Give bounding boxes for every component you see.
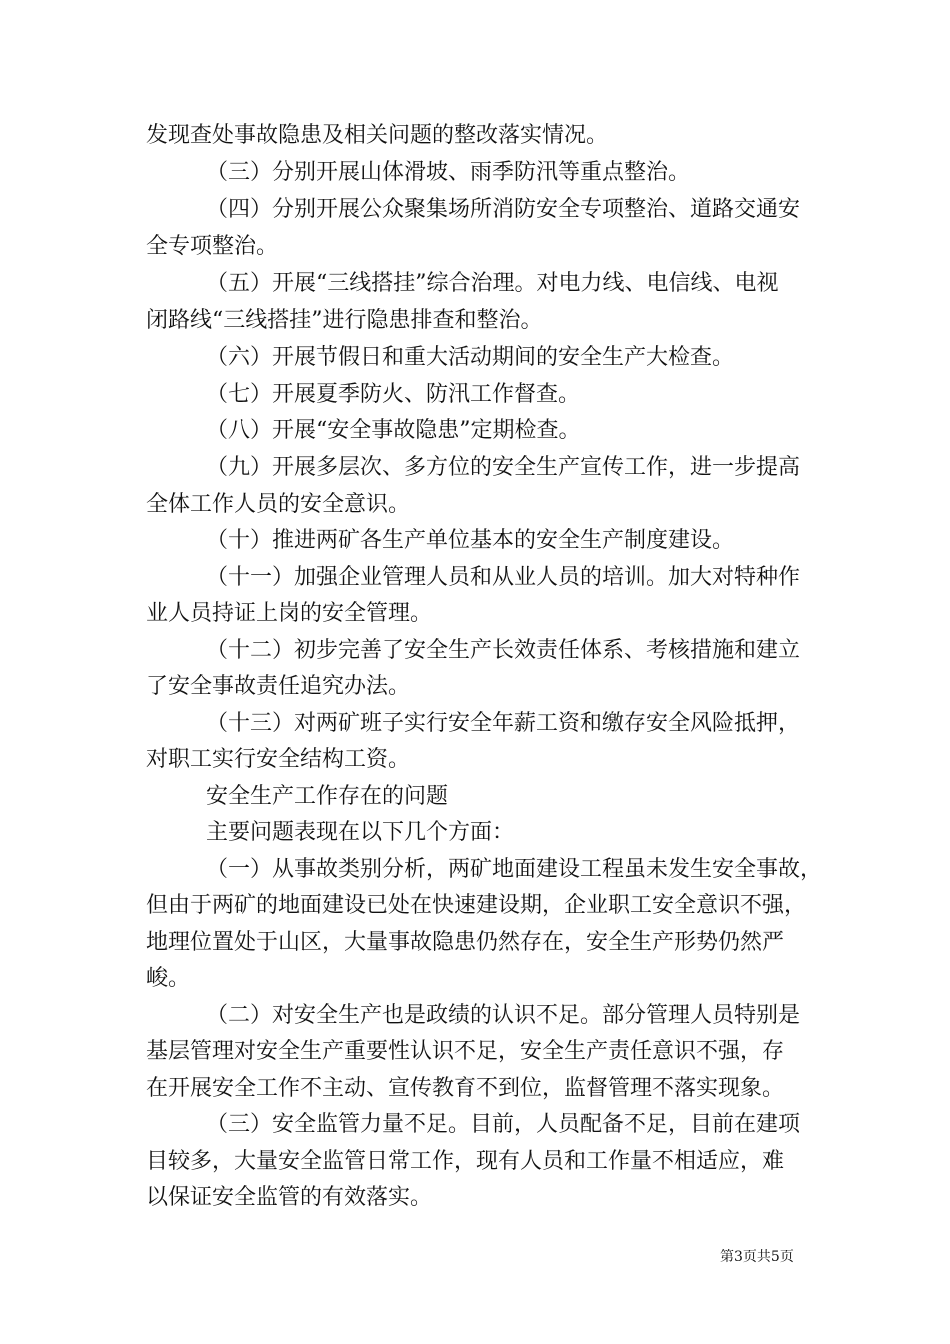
text-line: （七）开展夏季防火、防汛工作督查。 xyxy=(206,382,581,407)
text-line: （一）从事故类别分析，两矿地面建设工程虽未发生安全事故， xyxy=(206,857,823,882)
text-line: （四）分别开展公众聚集场所消防安全专项整治、道路交通安 xyxy=(206,197,801,222)
text-line: 发现查处事故隐患及相关问题的整改落实情况。 xyxy=(146,123,609,148)
text-line: 峻。 xyxy=(146,966,191,991)
text-line: （八）开展“安全事故隐患”定期检查。 xyxy=(206,418,581,443)
page-number: 第3页共5页 xyxy=(720,1249,794,1265)
text-line: （五）开展“三线搭挂”综合治理。对电力线、电信线、电视 xyxy=(206,271,779,296)
text-line: 全体工作人员的安全意识。 xyxy=(146,492,411,517)
text-line: （十二）初步完善了安全生产长效责任体系、考核措施和建立 xyxy=(206,638,801,663)
text-line: （三）安全监管力量不足。目前，人员配备不足，目前在建项 xyxy=(206,1112,801,1137)
text-line: 但由于两矿的地面建设已处在快速建设期，企业职工安全意识不强， xyxy=(146,893,807,918)
text-line: （十三）对两矿班子实行安全年薪工资和缴存安全风险抵押， xyxy=(206,711,801,736)
text-line: 了安全事故责任追究办法。 xyxy=(146,674,411,699)
text-line: 主要问题表现在以下几个方面： xyxy=(206,820,515,845)
text-line: （二）对安全生产也是政绩的认识不足。部分管理人员特别是 xyxy=(206,1003,801,1028)
text-line: 闭路线“三线搭挂”进行隐患排查和整治。 xyxy=(146,308,543,333)
text-line: 业人员持证上岗的安全管理。 xyxy=(146,601,433,626)
text-line: （十一）加强企业管理人员和从业人员的培训。加大对特种作 xyxy=(206,565,801,590)
text-line: 基层管理对安全生产重要性认识不足，安全生产责任意识不强，存 xyxy=(146,1039,785,1064)
text-line: （三）分别开展山体滑坡、雨季防汛等重点整治。 xyxy=(206,160,691,185)
text-line: （十）推进两矿各生产单位基本的安全生产制度建设。 xyxy=(206,528,735,553)
text-line: 对职工实行安全结构工资。 xyxy=(146,747,411,772)
text-line: 以保证安全监管的有效落实。 xyxy=(146,1185,433,1210)
text-line: 在开展安全工作不主动、宣传教育不到位，监督管理不落实现象。 xyxy=(146,1076,785,1101)
text-line: 目较多，大量安全监管日常工作，现有人员和工作量不相适应，难 xyxy=(146,1149,785,1174)
text-line: （六）开展节假日和重大活动期间的安全生产大检查。 xyxy=(206,345,735,370)
text-line: （九）开展多层次、多方位的安全生产宣传工作，进一步提高 xyxy=(206,455,801,480)
text-line: 全专项整治。 xyxy=(146,234,279,259)
section-heading: 安全生产工作存在的问题 xyxy=(206,784,449,809)
text-line: 地理位置处于山区，大量事故隐患仍然存在，安全生产形势仍然严 xyxy=(146,930,785,955)
